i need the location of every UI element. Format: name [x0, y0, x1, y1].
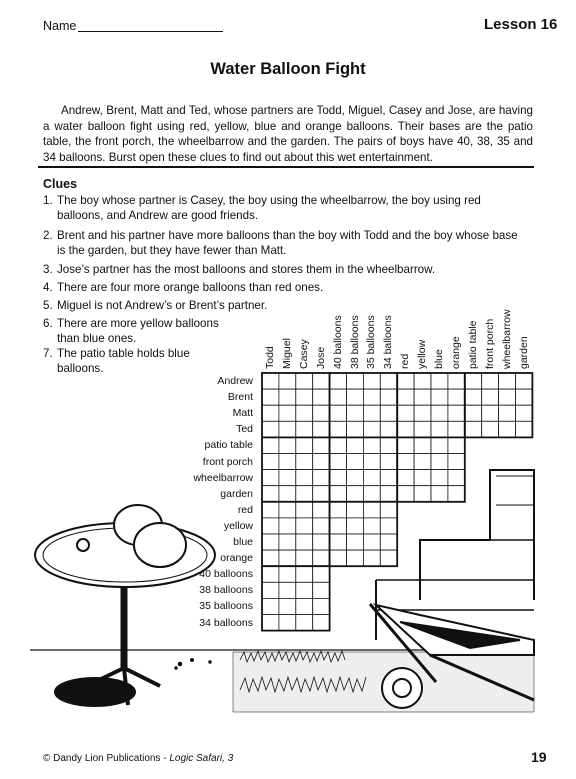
grid-cell[interactable]: [313, 389, 330, 405]
grid-cell[interactable]: [347, 454, 364, 470]
grid-cell[interactable]: [482, 389, 499, 405]
grid-column-label: Casey: [297, 339, 310, 369]
grid-row-label: 38 balloons: [199, 584, 253, 597]
grid-cell[interactable]: [262, 405, 279, 421]
grid-cell[interactable]: [313, 405, 330, 421]
grid-cell[interactable]: [296, 550, 313, 566]
grid-cell[interactable]: [347, 550, 364, 566]
grid-cell[interactable]: [347, 389, 364, 405]
grid-row-label: front porch: [202, 455, 253, 468]
grid-cell[interactable]: [465, 405, 482, 421]
grid-row-label: Matt: [232, 407, 253, 420]
clue-text: The boy whose partner is Casey, the boy using the wheelbarrow, the boy using red balloons, and Andrew are good friends.: [57, 194, 481, 222]
grid-cell[interactable]: [330, 389, 347, 405]
grid-cell[interactable]: [431, 454, 448, 470]
grid-cell[interactable]: [448, 405, 465, 421]
grid-cell[interactable]: [482, 373, 499, 389]
grid-cell[interactable]: [397, 437, 414, 453]
clue-number: 7.: [43, 347, 53, 360]
grid-cell[interactable]: [296, 598, 313, 614]
grid-cell[interactable]: [397, 486, 414, 502]
grid-cell[interactable]: [499, 421, 516, 437]
grid-cell[interactable]: [313, 615, 330, 631]
grid-cell[interactable]: [330, 405, 347, 421]
grid-cell[interactable]: [296, 582, 313, 598]
grid-cell[interactable]: [262, 373, 279, 389]
grid-cell[interactable]: [414, 454, 431, 470]
grid-cell[interactable]: [499, 373, 516, 389]
grid-cell[interactable]: [380, 470, 397, 486]
grid-cell[interactable]: [279, 502, 296, 518]
grid-cell[interactable]: [279, 454, 296, 470]
grid-cell[interactable]: [313, 550, 330, 566]
grid-column-label: wheelbarrow: [500, 309, 513, 369]
grid-column-label: blue: [433, 349, 445, 369]
grid-cell[interactable]: [262, 421, 279, 437]
grid-row-label: red: [237, 503, 253, 516]
grid-cell[interactable]: [448, 421, 465, 437]
grid-cell[interactable]: [330, 454, 347, 470]
grid-cell[interactable]: [262, 534, 279, 550]
grid-cell[interactable]: [448, 454, 465, 470]
clue-number: 5.: [43, 299, 53, 312]
grid-cell[interactable]: [313, 598, 330, 614]
grid-column-label: patio table: [466, 320, 479, 369]
page-title: Water Balloon Fight: [210, 60, 366, 78]
grid-cell[interactable]: [279, 518, 296, 534]
grid-cell[interactable]: [414, 470, 431, 486]
grid-cell[interactable]: [313, 454, 330, 470]
grid-cell[interactable]: [330, 534, 347, 550]
grid-cell[interactable]: [347, 518, 364, 534]
grid-cell[interactable]: [448, 437, 465, 453]
grid-cell[interactable]: [397, 405, 414, 421]
grid-cell[interactable]: [330, 437, 347, 453]
grid-cell[interactable]: [431, 486, 448, 502]
grid-cell[interactable]: [279, 486, 296, 502]
grid-cell[interactable]: [431, 389, 448, 405]
footer-credit: [43, 753, 233, 764]
grid-cell[interactable]: [380, 534, 397, 550]
grid-cell[interactable]: [397, 389, 414, 405]
grid-cell[interactable]: [313, 486, 330, 502]
grid-cell[interactable]: [330, 518, 347, 534]
grid-cell[interactable]: [313, 566, 330, 582]
grid-cell[interactable]: [347, 437, 364, 453]
grid-column-label: 34 balloons: [382, 315, 395, 369]
grid-cell[interactable]: [363, 518, 380, 534]
grid-cell[interactable]: [448, 470, 465, 486]
grid-cell[interactable]: [347, 534, 364, 550]
grid-cell[interactable]: [363, 454, 380, 470]
grid-cell[interactable]: [363, 437, 380, 453]
grid-cell[interactable]: [262, 615, 279, 631]
grid-cell[interactable]: [262, 389, 279, 405]
grid-cell[interactable]: [363, 389, 380, 405]
clue-text: Brent and his partner have more balloons than the boy with Todd and the boy whose base is the garden, but they have fewer than Matt.: [57, 229, 518, 257]
grid-cell[interactable]: [363, 421, 380, 437]
grid-cell[interactable]: [296, 373, 313, 389]
grid-cell[interactable]: [380, 550, 397, 566]
grid-column-label: Miguel: [280, 338, 293, 369]
grid-column-label: orange: [449, 336, 462, 369]
grid-cell[interactable]: [330, 373, 347, 389]
clue-text: Miguel is not Andrew’s or Brent’s partner.: [57, 299, 268, 312]
grid-cell[interactable]: [262, 454, 279, 470]
book-title: Logic Safari, 3: [169, 753, 234, 764]
grid-cell[interactable]: [516, 405, 533, 421]
grid-cell[interactable]: [380, 502, 397, 518]
grid-cell[interactable]: [296, 486, 313, 502]
grid-cell[interactable]: [296, 534, 313, 550]
grid-cell[interactable]: [397, 454, 414, 470]
grid-column-label: 40 balloons: [331, 315, 344, 369]
clue-number: 2.: [43, 229, 53, 242]
grid-cell[interactable]: [347, 373, 364, 389]
grid-cell[interactable]: [313, 437, 330, 453]
grid-cell[interactable]: [262, 598, 279, 614]
grid-cell[interactable]: [516, 373, 533, 389]
grid-cell[interactable]: [397, 421, 414, 437]
grid-cell[interactable]: [279, 373, 296, 389]
grid-cell[interactable]: [262, 518, 279, 534]
grid-cell[interactable]: [380, 389, 397, 405]
grid-cell[interactable]: [279, 389, 296, 405]
grid-cell[interactable]: [363, 534, 380, 550]
grid-cell[interactable]: [431, 421, 448, 437]
grid-cell[interactable]: [516, 389, 533, 405]
grid-cell[interactable]: [414, 437, 431, 453]
grid-cell[interactable]: [448, 486, 465, 502]
grid-cell[interactable]: [296, 389, 313, 405]
grid-cell[interactable]: [347, 470, 364, 486]
grid-cell[interactable]: [262, 566, 279, 582]
grid-cell[interactable]: [262, 550, 279, 566]
clue-number: 4.: [43, 281, 53, 294]
grid-cell[interactable]: [313, 373, 330, 389]
clues-heading: Clues: [43, 177, 78, 191]
grid-cell[interactable]: [431, 373, 448, 389]
grid-cell[interactable]: [279, 534, 296, 550]
grid-column-label: yellow: [416, 339, 429, 369]
grid-cell[interactable]: [313, 421, 330, 437]
grid-cell[interactable]: [482, 421, 499, 437]
grid-row-label: Ted: [236, 423, 253, 436]
grid-cell[interactable]: [262, 582, 279, 598]
grid-cell[interactable]: [262, 470, 279, 486]
grid-row-label: 34 balloons: [199, 616, 253, 629]
grid-cell[interactable]: [431, 405, 448, 421]
name-label: Name: [43, 19, 77, 33]
credit-text: © Dandy Lion Publications -: [43, 753, 170, 764]
grid-row-label: wheelbarrow: [193, 471, 253, 484]
grid-cell[interactable]: [296, 470, 313, 486]
grid-cell[interactable]: [262, 437, 279, 453]
grid-cell[interactable]: [448, 373, 465, 389]
grid-cell[interactable]: [279, 421, 296, 437]
grid-cell[interactable]: [465, 373, 482, 389]
clue-number: 6.: [43, 317, 53, 330]
grid-cell[interactable]: [262, 502, 279, 518]
grid-cell[interactable]: [313, 582, 330, 598]
grid-cell[interactable]: [330, 421, 347, 437]
grid-cell[interactable]: [363, 373, 380, 389]
grid-cell[interactable]: [313, 502, 330, 518]
grid-cell[interactable]: [380, 486, 397, 502]
grid-cell[interactable]: [380, 437, 397, 453]
grid-column-label: 38 balloons: [348, 315, 361, 369]
grid-cell[interactable]: [414, 389, 431, 405]
grid-cell[interactable]: [279, 405, 296, 421]
grid-cell[interactable]: [380, 518, 397, 534]
grid-cell[interactable]: [431, 437, 448, 453]
grid-cell[interactable]: [330, 486, 347, 502]
grid-cell[interactable]: [296, 437, 313, 453]
grid-cell[interactable]: [363, 486, 380, 502]
grid-cell[interactable]: [347, 486, 364, 502]
clue-text: There are more yellow balloons than blue ones.: [57, 317, 219, 345]
grid-cell[interactable]: [279, 470, 296, 486]
grid-cell[interactable]: [448, 389, 465, 405]
grid-row-label: 40 balloons: [199, 568, 253, 581]
grid-cell[interactable]: [363, 405, 380, 421]
intro-paragraph: Andrew, Brent, Matt and Ted, whose partners are Todd, Miguel, Casey and Jose, are having a water balloon fight using red, yellow, blue and orange balloons. Their bases are the patio table, the front porch, the wheelbarrow and the garden. The pairs of boys have 40, 38, 35 and 34 balloons. Burst open these clues to find out about this wet entertainment.: [43, 104, 533, 164]
grid-cell[interactable]: [380, 373, 397, 389]
grid-cell[interactable]: [397, 470, 414, 486]
grid-cell[interactable]: [296, 502, 313, 518]
grid-cell[interactable]: [431, 470, 448, 486]
grid-cell[interactable]: [347, 405, 364, 421]
grid-cell[interactable]: [397, 373, 414, 389]
grid-cell[interactable]: [363, 470, 380, 486]
grid-cell[interactable]: [330, 550, 347, 566]
clue-text: The patio table holds blue balloons.: [57, 347, 190, 375]
grid-cell[interactable]: [380, 421, 397, 437]
grid-cell[interactable]: [414, 486, 431, 502]
grid-cell[interactable]: [262, 486, 279, 502]
grid-cell[interactable]: [296, 566, 313, 582]
grid-cell[interactable]: [313, 534, 330, 550]
grid-cell[interactable]: [279, 615, 296, 631]
grid-column-label: red: [399, 353, 412, 369]
grid-cell[interactable]: [380, 405, 397, 421]
grid-cell[interactable]: [313, 518, 330, 534]
grid-cell[interactable]: [380, 454, 397, 470]
grid-cell[interactable]: [279, 566, 296, 582]
grid-cell[interactable]: [363, 502, 380, 518]
grid-column-label: 35 balloons: [365, 315, 378, 369]
grid-cell[interactable]: [499, 389, 516, 405]
grid-row-label: orange: [220, 552, 253, 565]
grid-cell[interactable]: [279, 598, 296, 614]
grid-row-label: yellow: [223, 519, 253, 532]
grid-cell[interactable]: [482, 405, 499, 421]
grid-cell[interactable]: [347, 502, 364, 518]
grid-row-label: garden: [220, 487, 253, 500]
grid-cell[interactable]: [313, 470, 330, 486]
grid-cell[interactable]: [279, 550, 296, 566]
clue-number: 1.: [43, 194, 53, 207]
grid-column-label: garden: [517, 336, 530, 369]
grid-cell[interactable]: [414, 373, 431, 389]
grid-row-label: blue: [233, 536, 253, 548]
clue-number: 3.: [43, 263, 53, 276]
grid-cell[interactable]: [363, 550, 380, 566]
grid-cell[interactable]: [296, 405, 313, 421]
grid-cell[interactable]: [296, 615, 313, 631]
grid-cell[interactable]: [414, 421, 431, 437]
grid-cell[interactable]: [516, 421, 533, 437]
grid-row-label: patio table: [204, 439, 253, 452]
grid-cell[interactable]: [499, 405, 516, 421]
grid-cell[interactable]: [330, 502, 347, 518]
grid-cell[interactable]: [414, 405, 431, 421]
clue-text: Jose’s partner has the most balloons and stores them in the wheelbarrow.: [57, 263, 436, 276]
page-number: 19: [531, 749, 547, 765]
grid-cell[interactable]: [465, 389, 482, 405]
grid-row-label: 35 balloons: [199, 600, 253, 613]
grid-cell[interactable]: [296, 421, 313, 437]
grid-cell[interactable]: [279, 582, 296, 598]
grid-cell[interactable]: [330, 470, 347, 486]
grid-cell[interactable]: [465, 421, 482, 437]
clue-text: There are four more orange balloons than red ones.: [57, 281, 324, 294]
grid-cell[interactable]: [279, 437, 296, 453]
grid-column-label: Jose: [314, 346, 327, 369]
grid-cell[interactable]: [296, 518, 313, 534]
grid-row-label: Brent: [227, 391, 253, 404]
grid-cell[interactable]: [296, 454, 313, 470]
grid-column-label: front porch: [483, 318, 496, 369]
grid-row-label: Andrew: [217, 375, 253, 387]
lesson-label: Lesson 16: [484, 16, 558, 33]
grid-column-label: Todd: [264, 346, 276, 369]
grid-cell[interactable]: [347, 421, 364, 437]
